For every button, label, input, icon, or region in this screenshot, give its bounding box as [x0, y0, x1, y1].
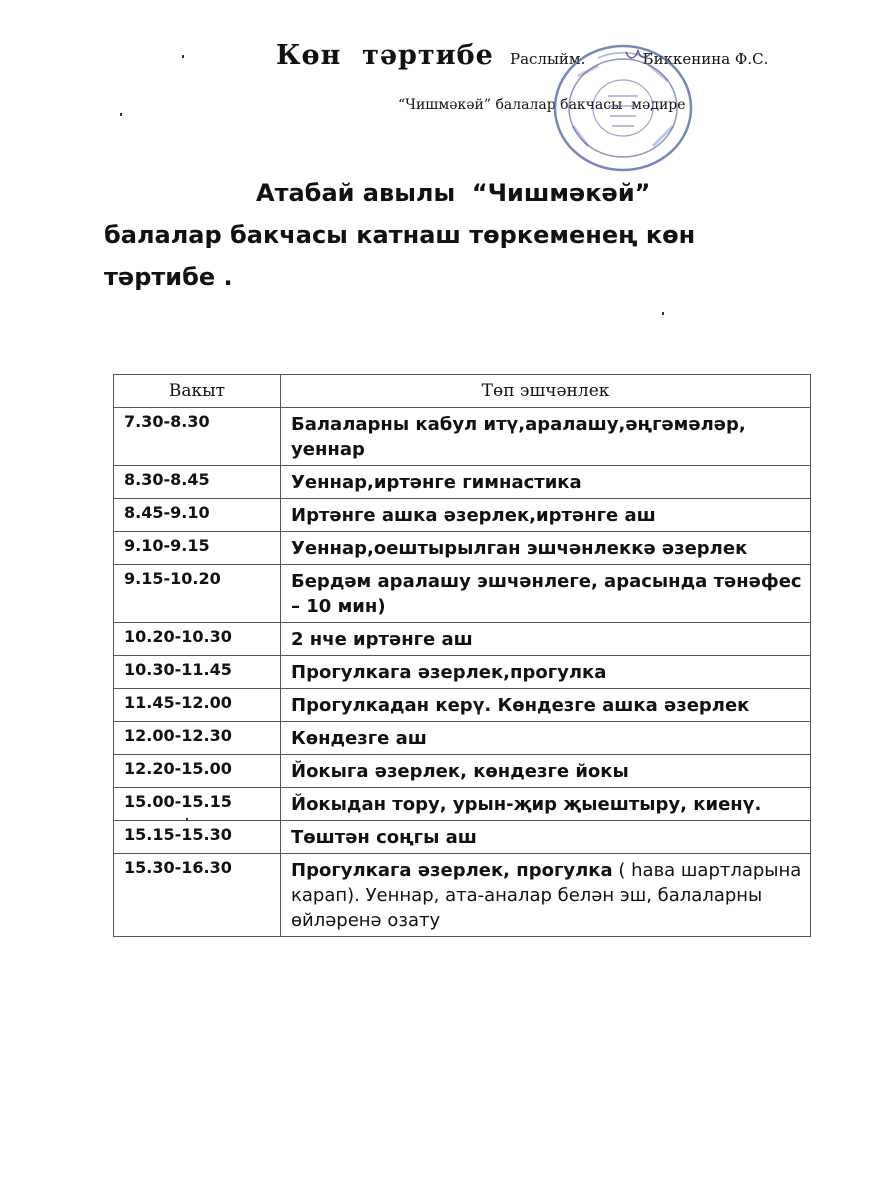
- approval-line: Раслыйм. Биккенина Ф.С.: [510, 50, 769, 68]
- row-time: 10.20-10.30: [114, 623, 281, 656]
- table-row: [114, 821, 811, 854]
- schedule-table: [113, 374, 811, 937]
- document-heading: [104, 172, 804, 298]
- column-header-time: Вакыт: [114, 375, 281, 408]
- scan-speck: [186, 818, 188, 821]
- row-time: 9.15-10.20: [114, 565, 281, 623]
- row-activity: Төштән соңгы аш: [281, 821, 811, 854]
- table-row: [114, 854, 811, 937]
- row-time: 12.20-15.00: [114, 755, 281, 788]
- row-time: 15.00-15.15: [114, 788, 281, 821]
- row-time: 15.30-16.30: [114, 854, 281, 937]
- table-row: [114, 722, 811, 755]
- heading-line-2: балалар бакчасы катнаш төркеменең көн тәртибе .: [104, 221, 696, 291]
- row-activity: Көндезге аш: [281, 722, 811, 755]
- row-time: 8.30-8.45: [114, 466, 281, 499]
- stamp-seal-icon: [538, 36, 698, 176]
- row-time: 8.45-9.10: [114, 499, 281, 532]
- table-row: [114, 565, 811, 623]
- row-activity: [281, 854, 811, 937]
- row-activity: Прогулкага әзерлек,прогулка: [281, 656, 811, 689]
- table-row: [114, 623, 811, 656]
- row-activity: Бердәм аралашу эшчәнлеге, арасында тәнәфес – 10 мин): [281, 565, 811, 623]
- table-row: [114, 755, 811, 788]
- row-activity-continued: ( һава шартларына карап). Уеннар, ата-аналар белән эш, балаларны өйләренә озату: [291, 860, 802, 931]
- row-activity: Уеннар,оештырылган эшчәнлеккә әзерлек: [281, 532, 811, 565]
- table-row: [114, 408, 811, 466]
- table-row: [114, 788, 811, 821]
- row-activity: Прогулкадан керү. Көндезге ашка әзерлек: [281, 689, 811, 722]
- row-activity: Уеннар,иртәнге гимнастика: [281, 466, 811, 499]
- column-header-activity: Төп эшчәнлек: [281, 375, 811, 408]
- row-activity: Иртәнге ашка әзерлек,иртәнге аш: [281, 499, 811, 532]
- row-time: 7.30-8.30: [114, 408, 281, 466]
- row-time: 9.10-9.15: [114, 532, 281, 565]
- table-row: [114, 689, 811, 722]
- table-row: [114, 532, 811, 565]
- row-time: 10.30-11.45: [114, 656, 281, 689]
- table-row: [114, 656, 811, 689]
- row-activity: 2 нче иртәнге аш: [281, 623, 811, 656]
- heading-line-1: Атабай авылы “Чишмәкәй”: [256, 179, 651, 207]
- row-activity: Балаларны кабул итү,аралашу,әңгәмәләр, уеннар: [281, 408, 811, 466]
- row-activity: Йокыдан тору, урын-җир җыештыру, киенү.: [281, 788, 811, 821]
- table-header-row: [114, 375, 811, 408]
- row-time: 12.00-12.30: [114, 722, 281, 755]
- approver-position: “Чишмәкәй” балалар бакчасы мәдире: [398, 97, 686, 113]
- row-time: 15.15-15.30: [114, 821, 281, 854]
- table-row: [114, 466, 811, 499]
- scan-speck: [662, 312, 664, 315]
- table-row: [114, 499, 811, 532]
- row-activity: Йокыга әзерлек, көндезге йокы: [281, 755, 811, 788]
- scan-speck: [120, 113, 122, 116]
- page-title: Көн тәртибе: [276, 40, 494, 71]
- row-time: 11.45-12.00: [114, 689, 281, 722]
- row-activity-bold: Прогулкага әзерлек, прогулка: [291, 860, 613, 881]
- scan-speck: [182, 55, 184, 58]
